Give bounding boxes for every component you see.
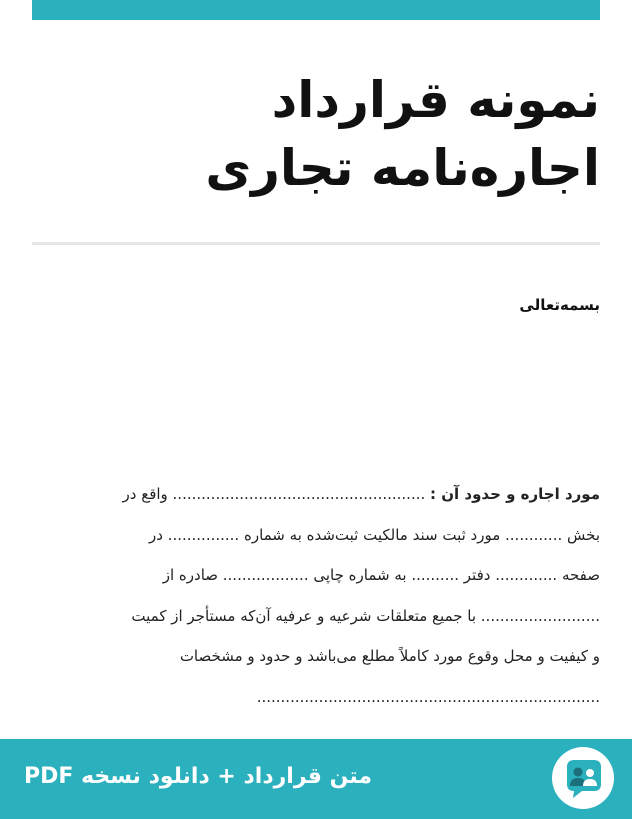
contract-line-1-text: ..................................................... واقع در	[122, 485, 431, 503]
contract-line-3: صفحه ............. دفتر .......... به شماره چاپی .................. صادره از	[162, 566, 600, 584]
contract-line-4: ......................... با جمیع متعلقات شرعیه و عرفیه آن‌که مستأجر از کمیت	[131, 606, 600, 625]
contract-line-6: ........................................................................	[256, 687, 600, 706]
contract-body	[32, 474, 600, 717]
download-banner[interactable]	[0, 739, 632, 819]
download-banner-text[interactable]: متن قرارداد + دانلود نسخه PDF	[24, 764, 372, 789]
salutation: بسمه‌تعالی	[519, 296, 600, 314]
title-divider	[32, 242, 600, 245]
contract-line-1	[32, 474, 600, 515]
contract-line-2: بخش ............ مورد ثبت سند مالکیت ثبت‌شده به شماره ............... در	[148, 525, 600, 544]
page-title: نمونه قرارداد اجاره‌نامه تجاری	[205, 71, 600, 197]
top-accent-bar	[32, 0, 600, 20]
people-speech-icon	[552, 747, 614, 809]
contract-line-5: و کیفیت و محل وقوع مورد کاملاً مطلع می‌باشد و حدود و مشخصات	[179, 647, 600, 665]
contract-lead: مورد اجاره و حدود آن :	[430, 485, 600, 503]
